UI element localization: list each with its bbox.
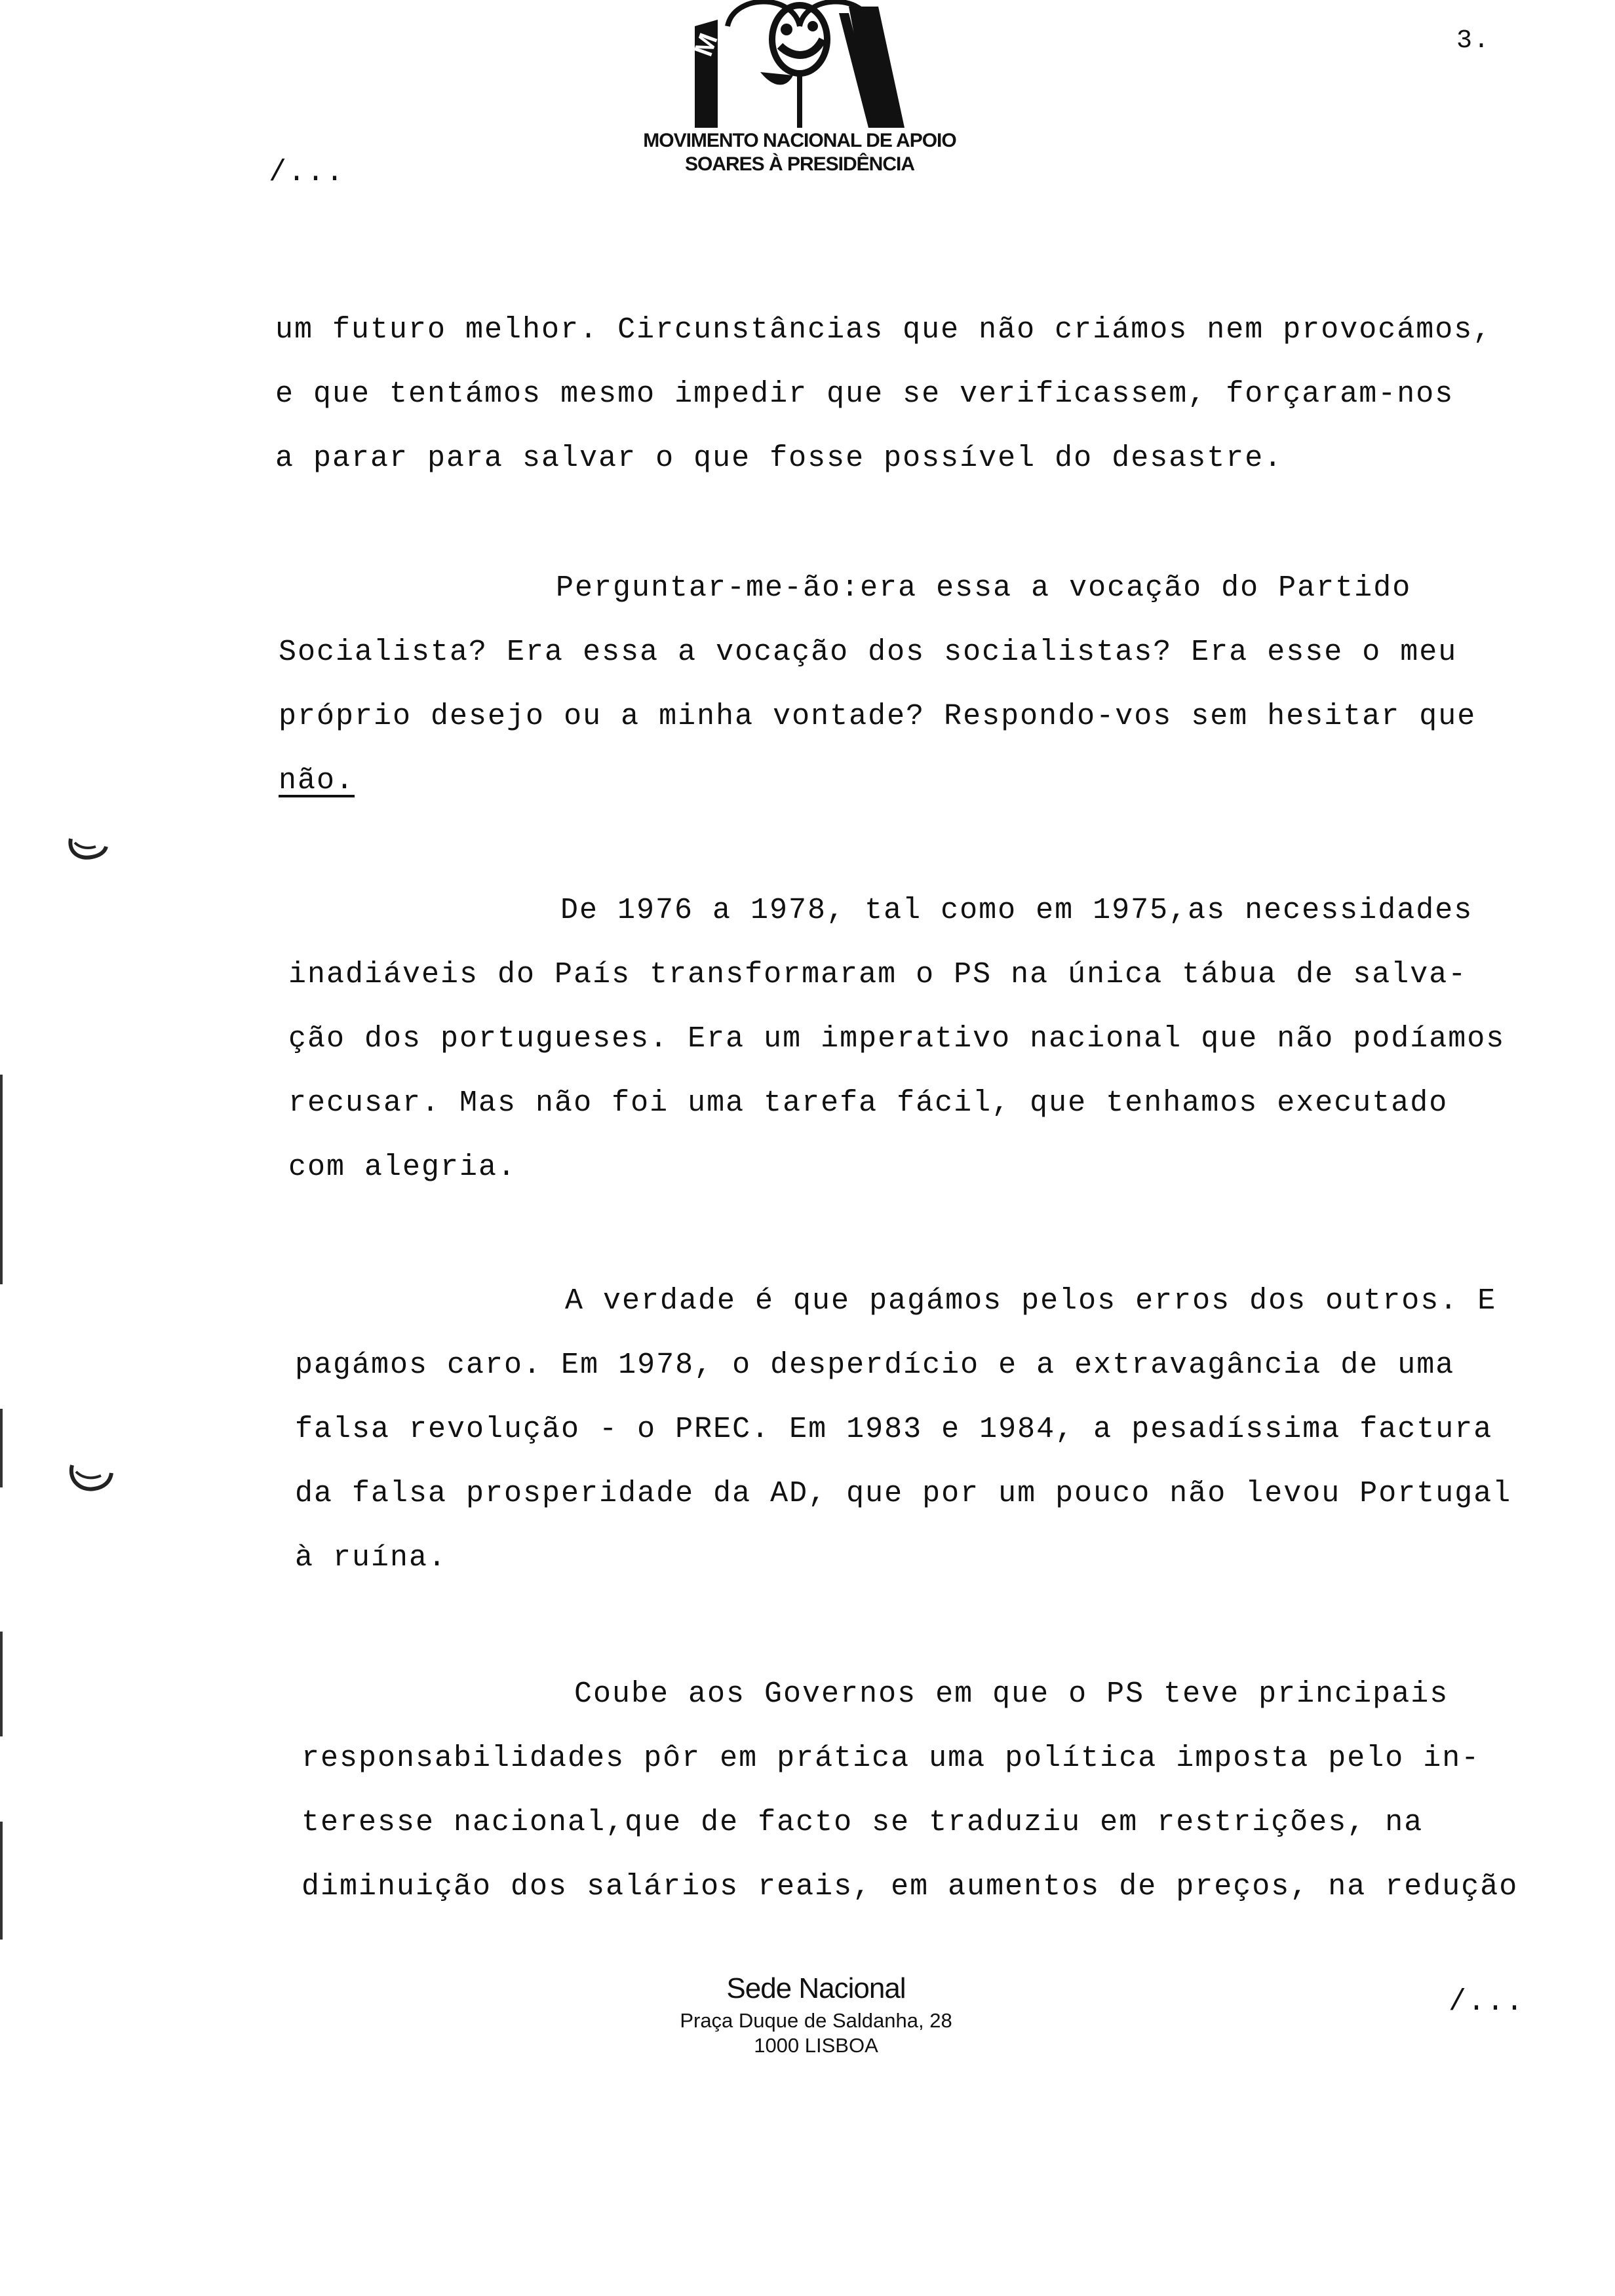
scan-edge-mark [0, 1409, 3, 1487]
text-line: à ruína. [295, 1541, 448, 1575]
text-line: pagámos caro. Em 1978, o desperdício e a extravagância de uma [295, 1349, 1455, 1382]
scan-edge-mark [0, 1075, 3, 1284]
text-line: responsabilidades pôr em prática uma política imposta pelo in- [302, 1742, 1481, 1775]
punch-hole-mark-icon [66, 1460, 118, 1499]
text-line: falsa revolução - o PREC. Em 1983 e 1984, a pesadíssima factura [295, 1413, 1493, 1446]
text-line: um futuro melhor. Circunstâncias que não criámos nem provocámos, [275, 313, 1492, 347]
text-line: a parar para salvar o que fosse possível do desastre. [275, 442, 1283, 475]
text-line: com alegria. [288, 1151, 517, 1184]
footer-city: 1000 LISBOA [754, 2034, 878, 2057]
text-line: recusar. Mas não foi uma tarefa fácil, que tenhamos executado [288, 1086, 1449, 1120]
logo-org-name-line1: MOVIMENTO NACIONAL DE APOIO [643, 130, 956, 151]
text-line-underlined: não. [279, 764, 355, 797]
text-line: da falsa prosperidade da AD, que por um pouco não levou Portugal [295, 1477, 1512, 1510]
text-line: Perguntar-me-ão:era essa a vocação do Partido [556, 571, 1412, 605]
scan-edge-mark [0, 1822, 3, 1940]
movement-logo-icon [682, 0, 918, 131]
page-number: 3. [1456, 26, 1491, 56]
text-line: Coube aos Governos em que o PS teve principais [574, 1677, 1449, 1711]
text-line: A verdade é que pagámos pelos erros dos outros. E [565, 1284, 1497, 1318]
continuation-mark-top: /... [269, 156, 345, 189]
text-line: próprio desejo ou a minha vontade? Respondo-vos sem hesitar que [279, 700, 1477, 733]
continuation-mark-bottom: /... [1449, 1985, 1525, 2019]
text-line: ção dos portugueses. Era um imperativo nacional que não podíamos [288, 1022, 1506, 1056]
svg-text:M: M [689, 29, 724, 60]
text-line: Socialista? Era essa a vocação dos socialistas? Era esse o meu [279, 636, 1458, 669]
punch-hole-mark-icon [66, 832, 111, 865]
footer-address: Praça Duque de Saldanha, 28 [680, 2009, 952, 2032]
text-line: teresse nacional,que de facto se traduziu em restrições, na [302, 1806, 1424, 1839]
text-line: e que tentámos mesmo impedir que se verificassem, forçaram-nos [275, 377, 1454, 411]
logo-org-name-line2: SOARES À PRESIDÊNCIA [684, 153, 915, 175]
text-line: diminuição dos salários reais, em aumentos de preços, na redução [302, 1870, 1519, 1904]
text-line: De 1976 a 1978, tal como em 1975,as necessidades [560, 894, 1473, 927]
footer-office-name: Sede Nacional [726, 1972, 906, 2004]
text-line: inadiáveis do País transformaram o PS na única tábua de salva- [288, 958, 1468, 991]
scan-edge-mark [0, 1632, 3, 1736]
